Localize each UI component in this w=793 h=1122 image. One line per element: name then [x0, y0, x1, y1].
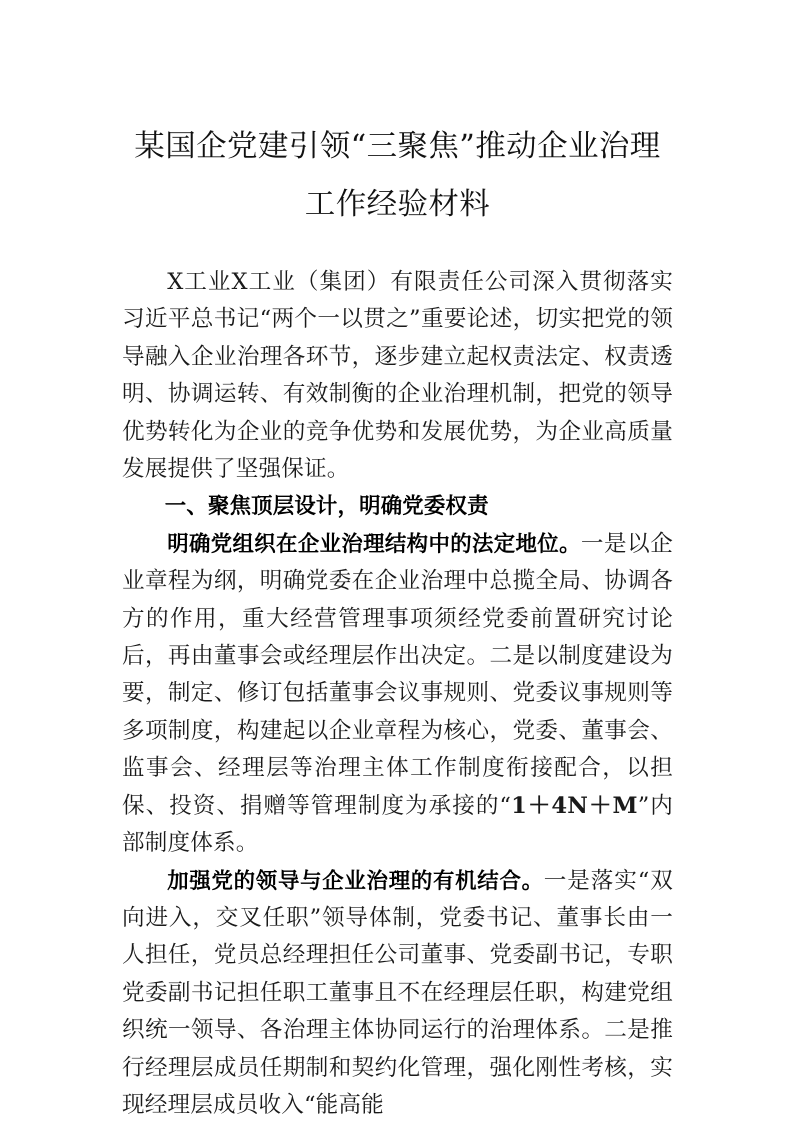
paragraph-sub-1-1-lead: 明确党组织在企业治理结构中的法定地位。: [167, 531, 581, 557]
paragraph-sub-1-1-body-a: 一是以企业章程为纲，明确党委在企业治理中总揽全局、协调各方的作用，重大经营管理事项须经党委前置研究讨论后，再由董事会或经理层作出决定。二是以制度建设为要，制定、修订包括董事会议事规则、党委议事规则等多项制度，构建起以企业章程为核心，党委、董事会、监事会、经理层等治理主体工作制度衔接配合，以担保、投资、捐赠等管理制度为承接的“: [122, 530, 673, 819]
paragraph-sub-1-2-body-a: 一是落实“双向进入，交叉任职”领导体制，党委书记、董事长由一人担任，党员总经理担任公司董事、党委副书记，专职党委副书记担任职工董事且不在经理层任职，构建党组织统一领导、各治理主体协同运行的治理体系。二是推行经理层成员任期制和契约化管理，强化刚性考核，实现经理层成员收入“能高能: [122, 867, 673, 1118]
paragraph-intro: [122, 264, 673, 488]
paragraph-sub-1-2: [122, 863, 673, 1122]
paragraph-sub-1-1-body-b: ”内部制度体系。: [122, 792, 673, 857]
paragraph-sub-1-2-lead: 加强党的领导与企业治理的有机结合。: [167, 868, 544, 894]
section-heading-1-text: 一、聚焦顶层设计，明确党委权责: [164, 494, 489, 520]
paragraph-sub-1-1-inline-bold: 1＋4N＋M: [511, 792, 638, 819]
document-title-line-2: 作经验材料: [335, 187, 491, 222]
paragraph-sub-1-1: [122, 526, 673, 863]
paragraph-intro-text: X工业X工业（集团）有限责任公司深入贯彻落实习近平总书记“两个一以贯之”重要论述，切实把党的领导融入企业治理各环节，逐步建立起权责法定、权责透明、协调运转、有效制衡的企业治理机制，把党的领导优势转化为企业的竞争优势和发展优势，为企业高质量发展提供了坚强保证。: [122, 269, 673, 483]
section-heading-1: [122, 488, 673, 525]
document-title: [122, 0, 673, 234]
document-body: [122, 264, 673, 1122]
page-content-column: [122, 0, 673, 1122]
document-title-line-1: 某国企党建引领“三聚焦”推动企业治理工: [134, 129, 661, 222]
